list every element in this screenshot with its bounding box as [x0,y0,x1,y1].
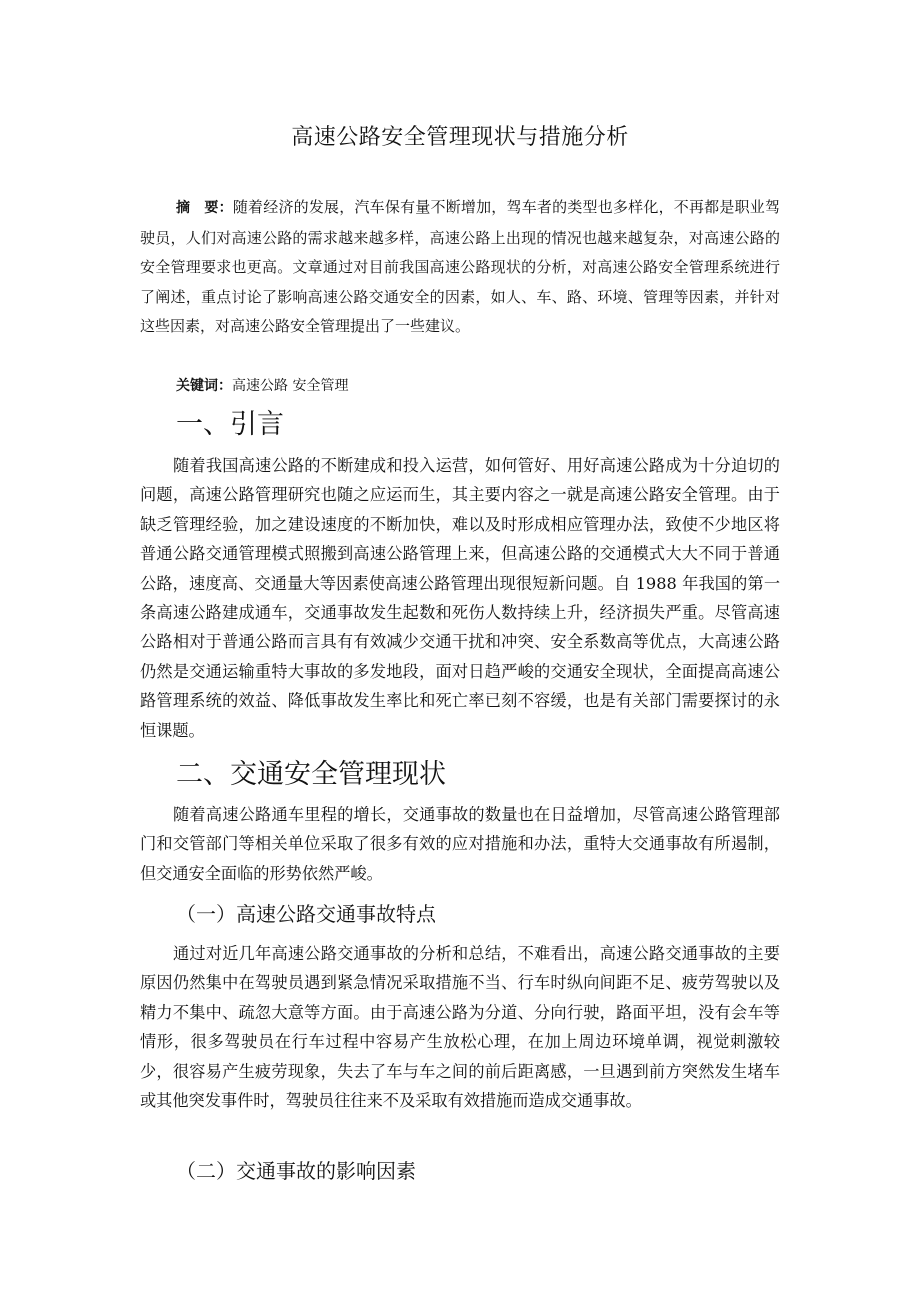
keywords-label: 关键词： [176,378,232,394]
section-heading-status: 二、交通安全管理现状 [176,759,446,790]
section-paragraph-status: 随着高速公路通车里程的增长，交通事故的数量也在日益增加，尽管高速公路管理部门和交管部门等相关单位采取了很多有效的应对措施和办法，重特大交通事故有所遏制，但交通安全面临的形势依然严峻。 [140,805,780,883]
subsection-heading-features: （一）高速公路交通事故特点 [176,902,436,926]
subsection-heading-factors: （二）交通事故的影响因素 [176,1159,416,1183]
abstract-text: 随着经济的发展，汽车保有量不断增加，驾车者的类型也多样化，不再都是职业驾驶员，人们对高速公路的需求越来越多样，高速公路上出现的情况也越来越复杂，对高速公路的安全管理要求也更高。文章通过对目前我国高速公路现状的分析，对高速公路安全管理系统进行了阐述，重点讨论了影响高速公路交通安全的因素，如人、车、路、环境、管理等因素，并针对这些因素，对高速公路安全管理提出了一些建议。 [140,198,780,335]
keywords [176,372,776,400]
abstract [140,193,780,342]
keywords-text: 高速公路 安全管理 [232,378,349,394]
subsection-paragraph-features: 通过对近几年高速公路交通事故的分析和总结，不难看出，高速公路交通事故的主要原因仍然集中在驾驶员遇到紧急情况采取措施不当、行车时纵向间距不足、疲劳驾驶以及精力不集中、疏忽大意等方面。由于高速公路为分道、分向行驶，路面平坦，没有会车等情形，很多驾驶员在行车过程中容易产生放松心理，在加上周边环境单调，视觉刺激较少，很容易产生疲劳现象，失去了车与车之间的前后距离感，一旦遇到前方突然发生堵车或其他突发事件时，驾驶员往往来不及采取有效措施而造成交通事故。 [140,944,780,1111]
page-title: 高速公路安全管理现状与措施分析 [291,125,629,150]
section-heading-intro: 一、引言 [176,409,284,440]
section-paragraph-intro: 随着我国高速公路的不断建成和投入运营，如何管好、用好高速公路成为十分迫切的问题，高速公路管理研究也随之应运而生，其主要内容之一就是高速公路安全管理。由于缺乏管理经验，加之建设速度的不断加快，难以及时形成相应管理办法，致使不少地区将普通公路交通管理模式照搬到高速公路管理上来，但高速公路的交通模式大大不同于普通公路，速度高、交通量大等因素使高速公路管理出现很短新问题。自 1988 年我国的第一条高速公路建成通车，交通事故发生起数和死伤人数持续上升，经济损失严重。尽管高速公路相对于普通公路而言具有有效减少交通干扰和冲突、安全系数高等优点，大高速公路仍然是交通运输重特大事故的多发地段，面对日趋严峻的交通安全现状，全面提高高速公路管理系统的效益、降低事故发生率比和死亡率已刻不容缓，也是有关部门需要探讨的永恒课题。 [140,456,780,740]
abstract-label: 摘 要： [176,200,233,216]
